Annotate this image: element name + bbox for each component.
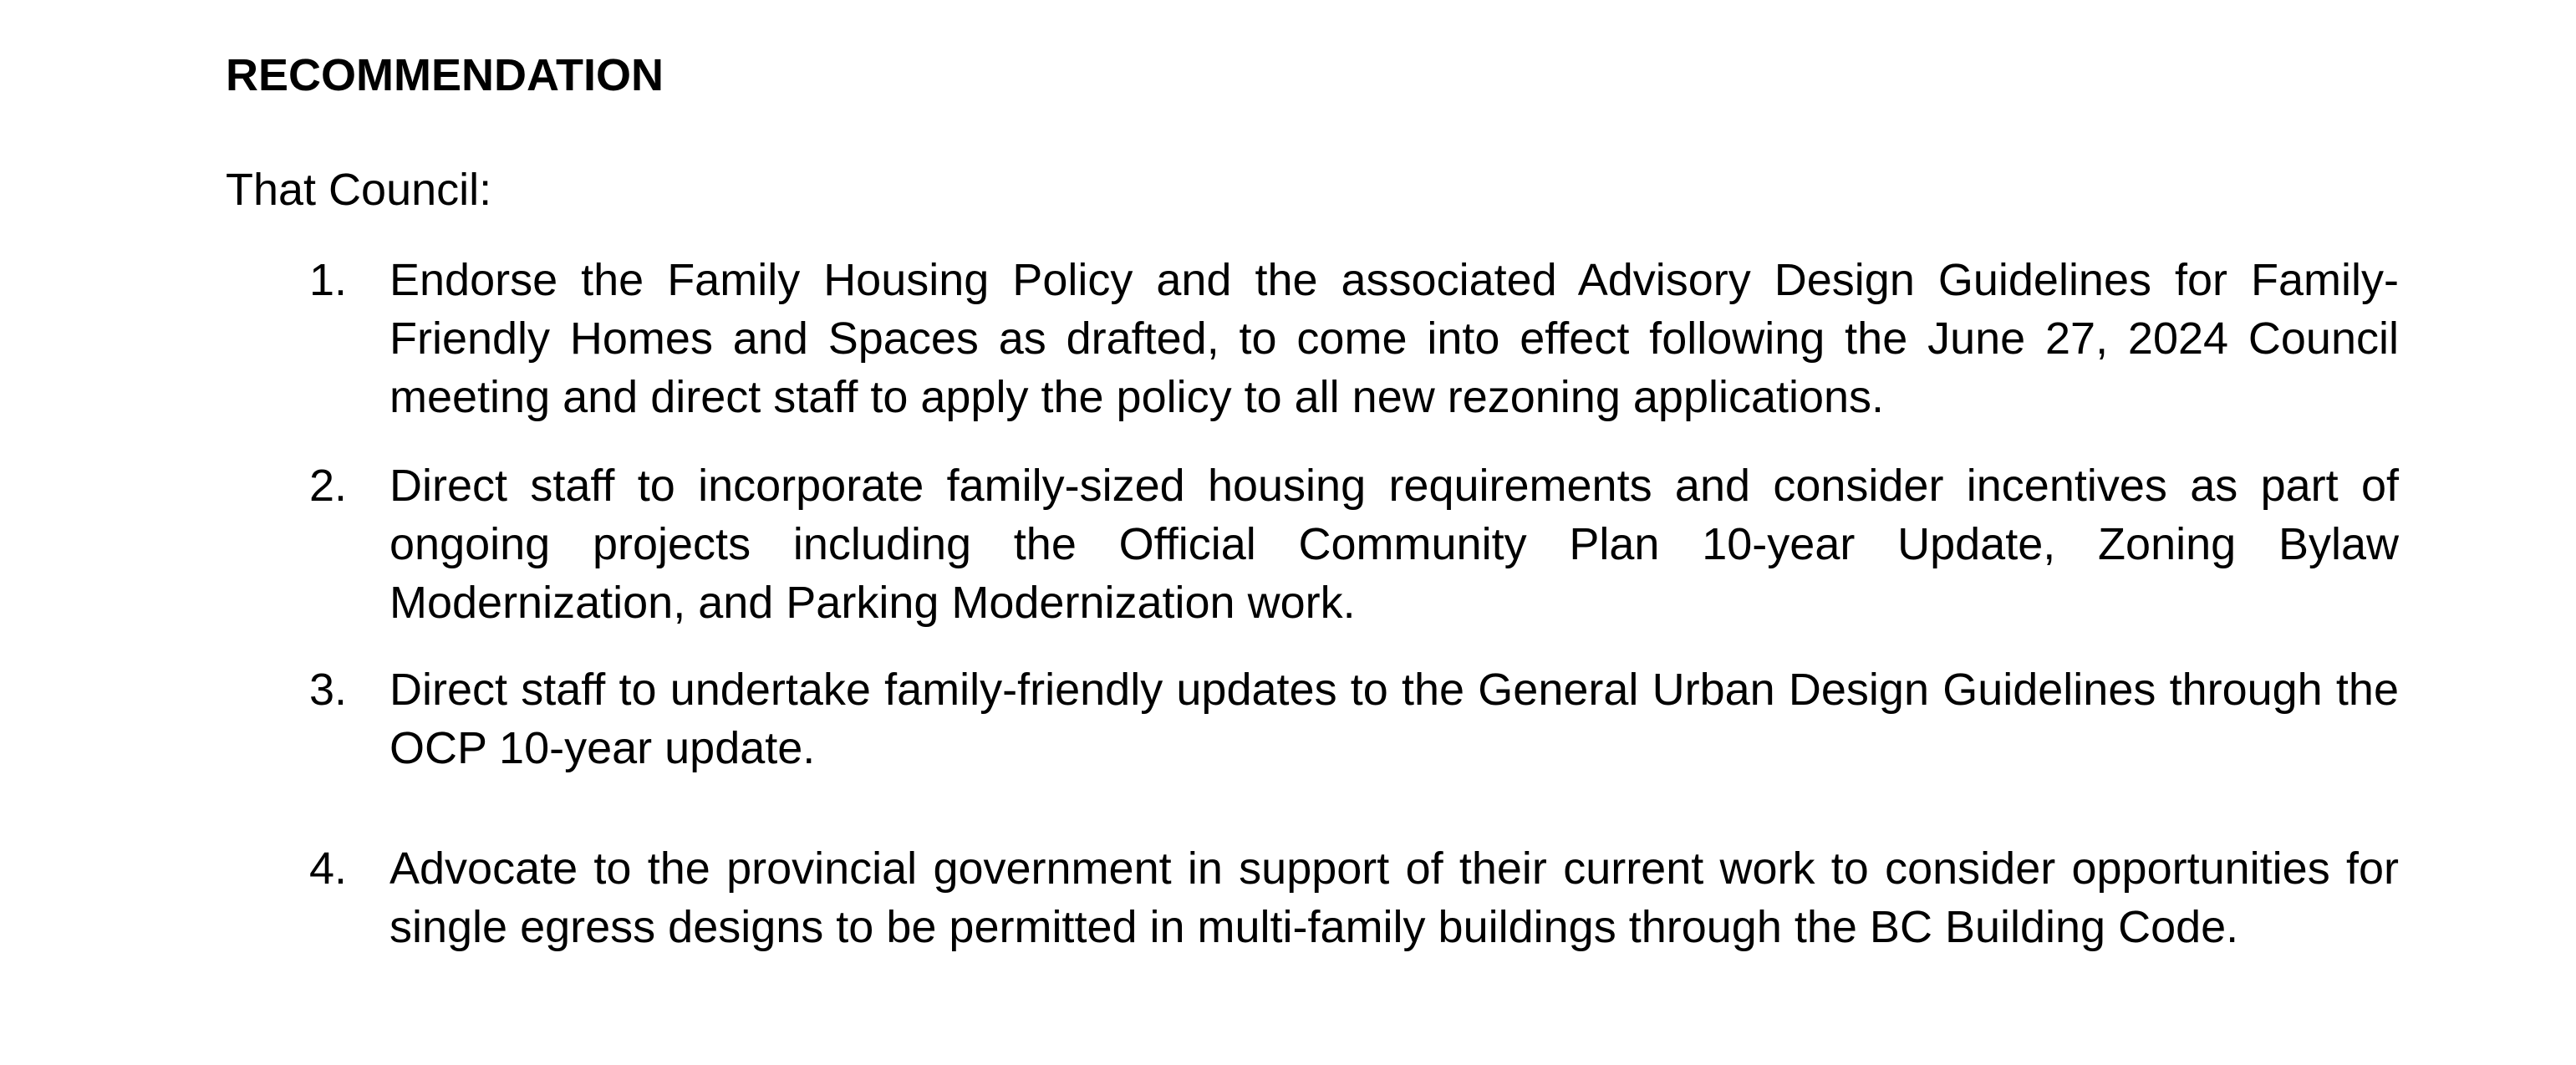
item-text: Endorse the Family Housing Policy and the associated Advisory Design Guidelines for Family-Friendly Homes and Spaces as drafted, to come into effect following the June 27, 2024 Council meeting and direct staff to apply the policy to all new rezoning applications. [389,255,2399,422]
item-number: 3. [309,665,348,715]
item-text: Advocate to the provincial government in support of their current work to consider opportunities for single egress designs to be permitted in multi-family buildings through the BC Building Code. [389,843,2399,952]
item-number: 1. [309,255,348,305]
item-text: Direct staff to undertake family-friendly updates to the General Urban Design Guidelines through the OCP 10-year update. [389,665,2399,773]
intro-text: That Council: [226,165,492,215]
item-number: 4. [309,843,348,894]
item-text: Direct staff to incorporate family-sized housing requirements and consider incentives as part of ongoing projects including the Official Community Plan 10-year Update, Zoning Bylaw Modernization, and Parking Modernization work. [389,461,2399,628]
section-heading: RECOMMENDATION [226,50,664,100]
item-number: 2. [309,461,348,511]
